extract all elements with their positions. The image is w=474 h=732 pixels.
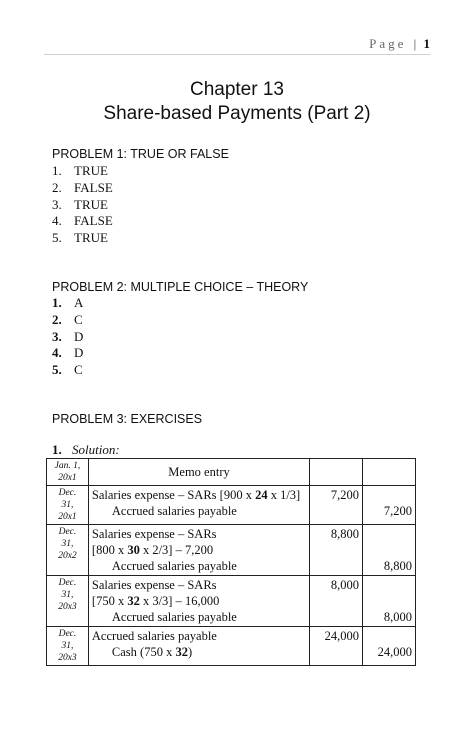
entry-cell: [88, 525, 309, 576]
problem2-title: PROBLEM 2: MULTIPLE CHOICE – THEORY: [52, 280, 309, 294]
item-number: 5.: [52, 362, 62, 378]
item-number: 3.: [52, 196, 62, 212]
debit-cell: [310, 576, 363, 627]
entry-text: [750 x: [91, 594, 128, 608]
credit-amount: [366, 526, 412, 542]
date-line: 20x3: [58, 653, 77, 663]
entry-line: [92, 609, 306, 625]
date-line: 20x3: [58, 602, 77, 612]
credit-amount: 8,800: [383, 559, 412, 573]
header-memo-cell: Memo entry: [88, 459, 309, 486]
entry-emphasis: 24: [255, 488, 268, 502]
header-credit-cell: [363, 459, 416, 486]
list-item: [52, 213, 113, 230]
entry-text: Salaries expense – SARs [900 x: [91, 488, 256, 502]
debit-amount: [313, 542, 359, 558]
item-number: 2.: [52, 311, 62, 327]
entry-line: [92, 593, 306, 609]
entry-text: Salaries expense – SARs: [91, 578, 217, 592]
date-cell: [47, 627, 89, 666]
list-item: [52, 312, 83, 329]
item-answer: TRUE: [74, 230, 108, 246]
item-answer: C: [74, 362, 83, 378]
date-line: Dec.: [58, 578, 77, 588]
entry-text: x 1/3]: [267, 488, 301, 502]
debit-amount: 8,800: [330, 527, 360, 541]
entry-text: Accrued salaries payable: [111, 610, 237, 624]
debit-amount: [313, 644, 359, 660]
page-separator: |: [413, 36, 417, 51]
date-line: 31,: [61, 539, 74, 549]
page-header: [369, 36, 430, 52]
entry-text: Accrued salaries payable: [91, 629, 217, 643]
table-row: [47, 576, 416, 627]
header-date-line: Jan. 1,: [54, 461, 81, 471]
entry-emphasis: 30: [127, 543, 140, 557]
credit-amount: 7,200: [383, 504, 412, 518]
date-line: 20x2: [58, 551, 77, 561]
credit-amount: [366, 628, 412, 644]
entry-line: [92, 526, 306, 542]
entry-line: [92, 503, 306, 519]
debit-amount: [313, 558, 359, 574]
chapter-subtitle: Share-based Payments (Part 2): [103, 103, 371, 124]
credit-amount: [366, 487, 412, 503]
date-cell: [47, 525, 89, 576]
debit-amount: [313, 503, 359, 519]
item-number: 2.: [52, 179, 62, 195]
entry-text: x 2/3] – 7,200: [139, 543, 214, 557]
entry-line: [92, 558, 306, 574]
date-line: Dec.: [58, 527, 77, 537]
entry-cell: [88, 576, 309, 627]
entry-line: [92, 644, 306, 660]
list-item: [52, 163, 113, 180]
item-answer: D: [74, 328, 84, 344]
item-answer: D: [74, 345, 84, 361]
list-item: [52, 230, 113, 247]
item-answer: A: [74, 295, 84, 310]
list-item: [52, 362, 83, 379]
header-rule: [44, 54, 430, 55]
page-label: Page: [369, 36, 407, 51]
list-item: [52, 295, 83, 312]
debit-cell: [310, 525, 363, 576]
item-number: 3.: [52, 328, 62, 344]
item-answer: FALSE: [74, 179, 113, 195]
header-debit-cell: [310, 459, 363, 486]
item-answer: TRUE: [74, 196, 108, 212]
table-row: [47, 486, 416, 525]
list-item: [52, 197, 113, 214]
date-cell: [47, 486, 89, 525]
date-line: 20x1: [58, 512, 77, 522]
table-row: [47, 525, 416, 576]
item-number: 1.: [52, 295, 62, 310]
entry-text: Cash (750 x: [111, 645, 176, 659]
entry-cell: [88, 486, 309, 525]
credit-amount: [366, 593, 412, 609]
entry-text: Accrued salaries payable: [111, 504, 237, 518]
debit-amount: [313, 593, 359, 609]
item-answer: FALSE: [74, 213, 113, 229]
credit-cell: [363, 627, 416, 666]
credit-amount: 24,000: [377, 645, 412, 659]
entry-text: Accrued salaries payable: [111, 559, 237, 573]
debit-amount: 7,200: [330, 488, 360, 502]
date-line: Dec.: [58, 488, 77, 498]
date-line: 31,: [61, 590, 74, 600]
date-line: 31,: [61, 641, 74, 651]
date-line: 31,: [61, 500, 74, 510]
memo-entry-table: [46, 458, 416, 666]
entry-emphasis: 32: [127, 594, 140, 608]
credit-amount: 8,000: [383, 610, 412, 624]
item-number: 5.: [52, 230, 62, 246]
entry-cell: [88, 627, 309, 666]
solution-label: Solution:: [72, 442, 120, 457]
debit-cell: [310, 486, 363, 525]
list-item: [52, 180, 113, 197]
credit-cell: [363, 486, 416, 525]
solution-heading: [52, 442, 120, 458]
table-row: [47, 627, 416, 666]
title-block: [0, 78, 474, 126]
credit-cell: [363, 576, 416, 627]
item-number: 4.: [52, 213, 62, 229]
debit-amount: [313, 609, 359, 625]
problem1-answer-list: [52, 163, 113, 247]
list-item: [52, 329, 83, 346]
entry-line: [92, 542, 306, 558]
credit-amount: [366, 542, 412, 558]
table-header-row: [47, 459, 416, 486]
item-answer: TRUE: [74, 163, 108, 178]
header-date-cell: [47, 459, 89, 486]
item-answer: C: [74, 311, 83, 327]
entry-text: ): [187, 645, 193, 659]
date-line: Dec.: [58, 629, 77, 639]
entry-text: x 3/3] – 16,000: [139, 594, 220, 608]
page-number: 1: [423, 36, 430, 51]
entry-emphasis: 32: [175, 645, 188, 659]
debit-amount: 24,000: [324, 629, 360, 643]
problem1-title: PROBLEM 1: TRUE OR FALSE: [52, 147, 229, 161]
chapter-title: Chapter 13: [189, 79, 284, 100]
credit-amount: [366, 577, 412, 593]
entry-line: [92, 577, 306, 593]
problem2-answer-list: [52, 295, 83, 379]
entry-text: [800 x: [91, 543, 128, 557]
solution-number: 1.: [52, 442, 62, 457]
entry-line: [92, 628, 306, 644]
entry-line: [92, 487, 306, 503]
item-number: 1.: [52, 163, 62, 178]
item-number: 4.: [52, 345, 62, 361]
entry-text: Salaries expense – SARs: [91, 527, 217, 541]
list-item: [52, 345, 83, 362]
credit-cell: [363, 525, 416, 576]
debit-amount: 8,000: [330, 578, 360, 592]
date-cell: [47, 576, 89, 627]
debit-cell: [310, 627, 363, 666]
header-date-line: 20x1: [58, 473, 77, 483]
problem3-title: PROBLEM 3: EXERCISES: [52, 412, 203, 426]
